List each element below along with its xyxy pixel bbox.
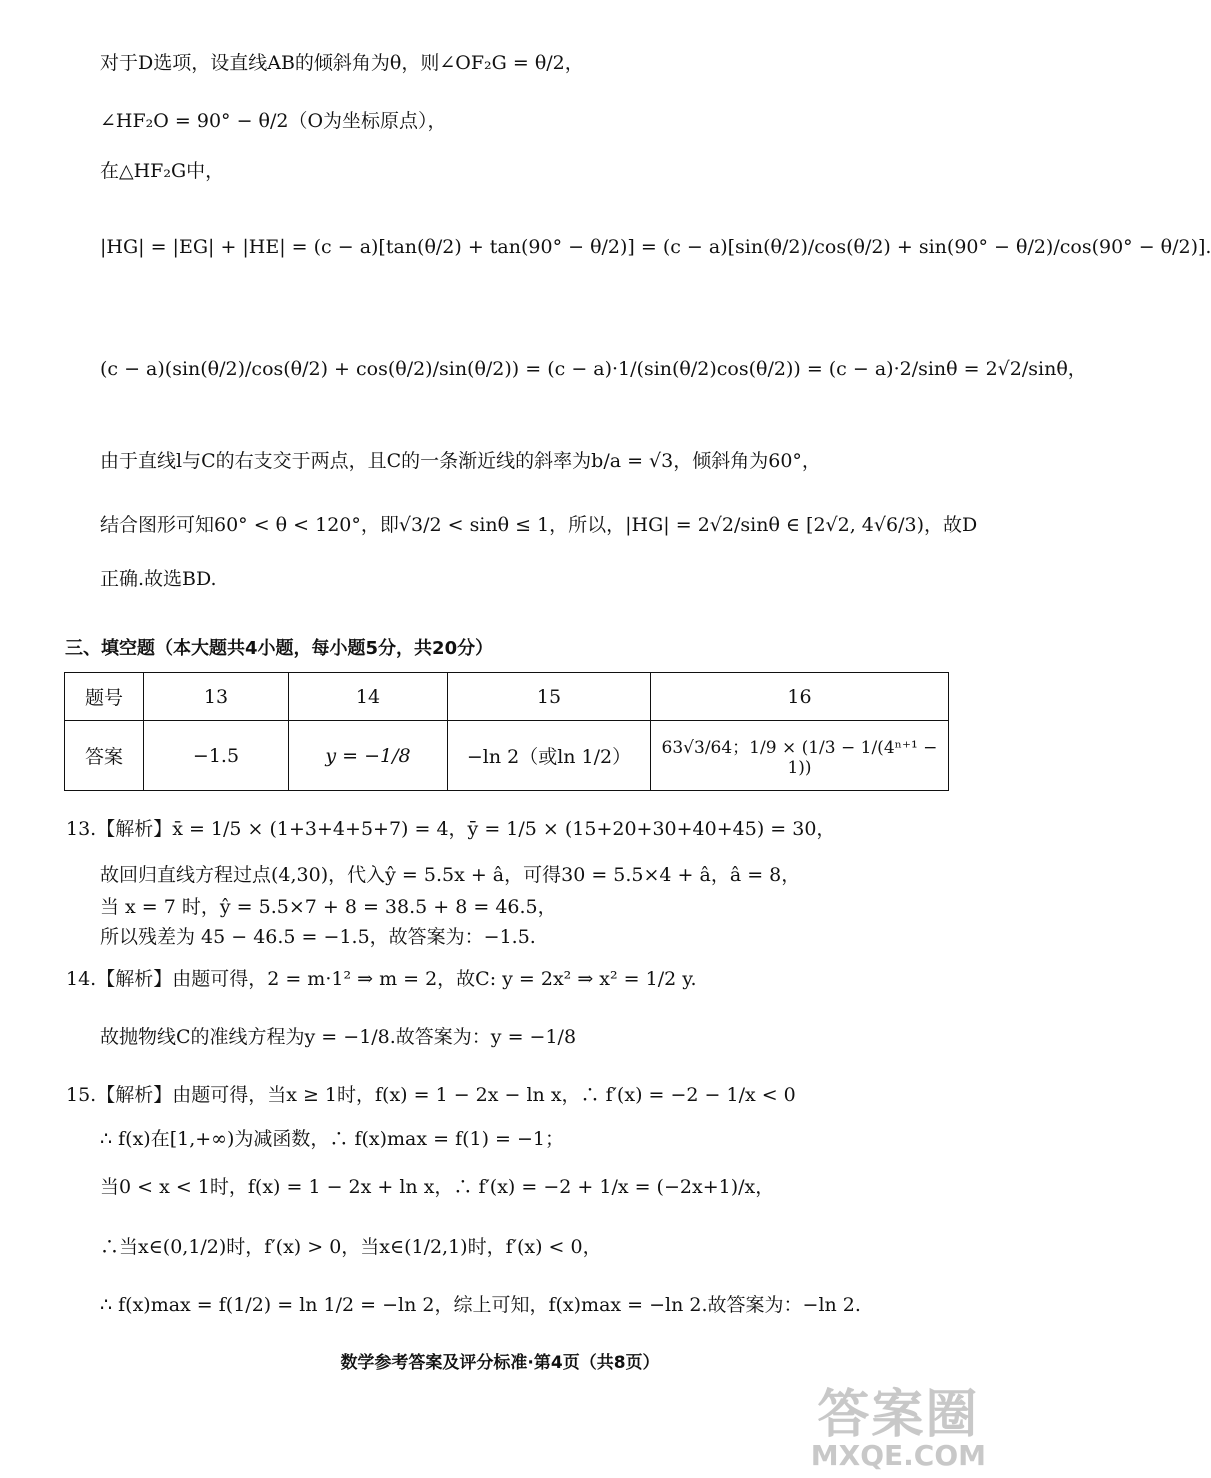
text-line [100,110,447,133]
simplify-formula: (c − a)(sin(θ/2)/cos(θ/2) + cos(θ/2)/sin(θ/2)) = (c − a)·1/(sin(θ/2)cos(θ/2)) = (c − a)·2/sinθ = 2√2/sinθ， [100,358,1087,380]
number-cell: 16 [651,673,949,721]
q14-line [66,968,697,991]
answer-cell: y = −1/8 [289,721,448,791]
answer-cell: 63√3/64；1/9 × (1/3 − 1/(4ⁿ⁺¹ − 1)) [651,721,949,791]
table-row [65,721,949,791]
answer-cell: −1.5 [144,721,289,791]
formula-line [100,358,1087,381]
number-cell: 15 [448,673,651,721]
q14-line [100,1026,576,1049]
watermark-logo [810,1385,986,1473]
q14-directrix: 故抛物线C的准线方程为y = −1/8.故答案为：y = −1/8 [100,1026,577,1048]
table-row [65,673,949,721]
q13-residual: 所以残差为 45 − 46.5 = −1.5，故答案为：−1.5. [100,926,536,948]
number-cell: 14 [289,673,448,721]
option-d-line: 对于D选项，设直线AB的倾斜角为θ，则∠OF₂G = θ/2， [100,52,584,74]
angle-line: ∠HF₂O = 90° − θ/2（O为坐标原点）， [100,110,447,132]
q15-line [100,1294,861,1317]
asymptote-line: 由于直线l与C的右支交于两点，且C的一条渐近线的斜率为b/a = √3，倾斜角为60°， [100,450,821,472]
range-line: 结合图形可知60° < θ < 120°，即√3/2 < sinθ ≤ 1，所以，|HG| = 2√2/sinθ ∈ [2√2, 4√6/3)，故D [100,514,978,536]
answer-cell: −ln 2（或ln 1/2） [448,721,651,791]
q13-mean: 13.【解析】x̄ = 1/5 × (1+3+4+5+7) = 4，ȳ = 1/5 × (15+20+30+40+45) = 30， [66,818,836,840]
q15-line [66,1084,796,1107]
text-line [100,160,224,183]
conclusion-line: 正确.故选BD. [100,568,217,590]
q13-predict: 当 x = 7 时，ŷ = 5.5×7 + 8 = 38.5 + 8 = 46.5， [100,896,557,918]
q13-line [66,818,835,841]
q13-line [100,926,536,949]
q15-line [100,1128,564,1151]
q15-case2: 当0 < x < 1时，f(x) = 1 − 2x + ln x，∴ f′(x) = −2 + 1/x = (−2x+1)/x， [100,1176,775,1198]
header-label-cell: 题号 [65,673,144,721]
text-line [100,52,584,75]
q15-monotonic: ∴当x∈(0,1/2)时，f′(x) > 0，当x∈(1/2,1)时，f′(x) < 0， [100,1236,602,1258]
formula-line [100,236,1211,259]
q15-line [100,1176,774,1199]
page-footer: 数学参考答案及评分标准·第4页（共8页） [340,1353,660,1373]
number-cell: 13 [144,673,289,721]
text-line [100,568,217,591]
watermark-url: MXQE.COM [810,1439,986,1473]
q13-regression: 故回归直线方程过点(4,30)，代入ŷ = 5.5x + â，可得30 = 5.5×4 + â，â = 8， [100,864,801,886]
triangle-line: 在△HF₂G中， [100,160,225,182]
q13-line [100,864,800,887]
q15-conclusion: ∴ f(x)max = f(1/2) = ln 1/2 = −ln 2，综上可知，f(x)max = −ln 2.故答案为：−ln 2. [100,1294,861,1316]
answer-table [64,672,949,791]
q13-line [100,896,557,919]
text-line [100,450,821,473]
section-heading: 三、填空题（本大题共4小题，每小题5分，共20分） [65,638,494,659]
q15-case1: 15.【解析】由题可得，当x ≥ 1时，f(x) = 1 − 2x − ln x，∴ f′(x) = −2 − 1/x < 0 [66,1084,796,1106]
q15-line [100,1236,602,1259]
watermark-text: 答案圈 [817,1385,980,1446]
hg-formula: |HG| = |EG| + |HE| = (c − a)[tan(θ/2) + tan(90° − θ/2)] = (c − a)[sin(θ/2)/cos(θ/2) + sin(90° − θ/2)/cos(90° − θ/2)]. [100,236,1211,258]
q15-decreasing: ∴ f(x)在[1,+∞)为减函数，∴ f(x)max = f(1) = −1； [100,1128,565,1150]
q14-derive: 14.【解析】由题可得，2 = m·1² ⇒ m = 2，故C: y = 2x² ⇒ x² = 1/2 y. [66,968,697,990]
text-line [100,514,977,537]
answer-label-cell: 答案 [65,721,144,791]
